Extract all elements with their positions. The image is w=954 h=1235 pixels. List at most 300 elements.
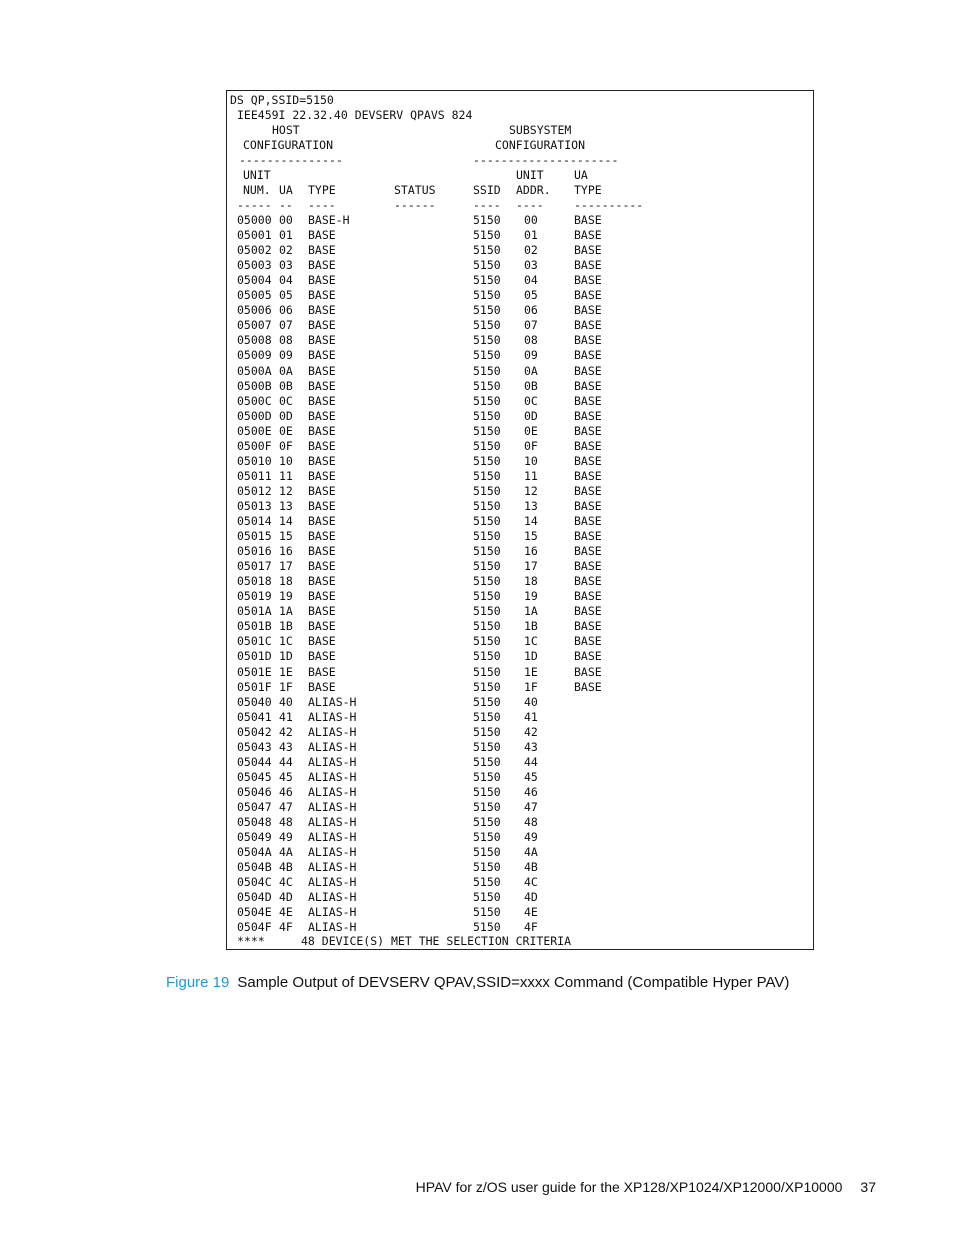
- row-unit-num: 05017: [237, 559, 272, 573]
- row-ua-type: BASE: [574, 680, 602, 694]
- row-unit-addr: 03: [524, 258, 538, 272]
- col-status: STATUS: [394, 183, 436, 197]
- row-ssid: 5150: [473, 333, 501, 347]
- row-unit-addr: 4B: [524, 860, 538, 874]
- row-ssid: 5150: [473, 243, 501, 257]
- subsystem-rule: ---------------------: [473, 153, 619, 167]
- row-ssid: 5150: [473, 905, 501, 919]
- row-unit-addr: 01: [524, 228, 538, 242]
- rule-type: ----: [308, 198, 336, 212]
- row-unit-num: 0504E: [237, 905, 272, 919]
- row-unit-addr: 14: [524, 514, 538, 528]
- rule-unit-num: -----: [237, 198, 272, 212]
- row-unit-num: 05044: [237, 755, 272, 769]
- row-ua: 15: [279, 529, 293, 543]
- command-line: DS QP,SSID=5150: [230, 93, 334, 107]
- row-ua: 0D: [279, 409, 293, 423]
- row-unit-num: 0504B: [237, 860, 272, 874]
- row-ssid: 5150: [473, 740, 501, 754]
- row-type: BASE: [308, 574, 336, 588]
- row-type: BASE: [308, 364, 336, 378]
- row-ua-type: BASE: [574, 348, 602, 362]
- row-ua: 1B: [279, 619, 293, 633]
- row-type: BASE: [308, 273, 336, 287]
- row-ua: 41: [279, 710, 293, 724]
- row-ssid: 5150: [473, 318, 501, 332]
- row-ua: 00: [279, 213, 293, 227]
- row-type: BASE: [308, 454, 336, 468]
- row-unit-num: 05008: [237, 333, 272, 347]
- row-ssid: 5150: [473, 258, 501, 272]
- row-unit-addr: 0F: [524, 439, 538, 453]
- row-ua: 16: [279, 544, 293, 558]
- col-unit-num: NUM.: [243, 183, 271, 197]
- summary-text: 48 DEVICE(S) MET THE SELECTION CRITERIA: [301, 934, 572, 948]
- host-header: HOST: [272, 123, 300, 137]
- row-type: BASE: [308, 619, 336, 633]
- row-ua-type: BASE: [574, 649, 602, 663]
- row-type: BASE: [308, 665, 336, 679]
- row-unit-num: 0500F: [237, 439, 272, 453]
- row-ua: 4B: [279, 860, 293, 874]
- row-type: ALIAS-H: [308, 890, 357, 904]
- row-ssid: 5150: [473, 800, 501, 814]
- row-ssid: 5150: [473, 695, 501, 709]
- row-ssid: 5150: [473, 379, 501, 393]
- footer-title: HPAV for z/OS user guide for the XP128/XP1024/XP12000/XP10000: [415, 1179, 843, 1195]
- row-ua-type: BASE: [574, 379, 602, 393]
- row-type: BASE: [308, 228, 336, 242]
- col-ua-type: TYPE: [574, 183, 602, 197]
- row-ua-type: BASE: [574, 258, 602, 272]
- row-unit-addr: 1F: [524, 680, 538, 694]
- row-unit-addr: 0B: [524, 379, 538, 393]
- row-unit-num: 05049: [237, 830, 272, 844]
- row-unit-num: 0501A: [237, 604, 272, 618]
- row-unit-addr: 13: [524, 499, 538, 513]
- row-unit-addr: 18: [524, 574, 538, 588]
- row-ssid: 5150: [473, 770, 501, 784]
- row-ua-type: BASE: [574, 243, 602, 257]
- rule-ua: --: [279, 198, 293, 212]
- row-unit-num: 05048: [237, 815, 272, 829]
- row-unit-addr: 48: [524, 815, 538, 829]
- row-unit-num: 05046: [237, 785, 272, 799]
- figure-caption: [166, 974, 886, 991]
- row-unit-addr: 1E: [524, 665, 538, 679]
- row-type: ALIAS-H: [308, 815, 357, 829]
- row-ssid: 5150: [473, 649, 501, 663]
- row-unit-addr: 46: [524, 785, 538, 799]
- row-unit-num: 05004: [237, 273, 272, 287]
- row-ssid: 5150: [473, 725, 501, 739]
- row-type: ALIAS-H: [308, 740, 357, 754]
- row-ua: 0C: [279, 394, 293, 408]
- row-type: BASE: [308, 379, 336, 393]
- page-number: 37: [860, 1179, 876, 1195]
- row-type: BASE: [308, 589, 336, 603]
- row-ssid: 5150: [473, 785, 501, 799]
- row-ua: 1E: [279, 665, 293, 679]
- subsystem-header: SUBSYSTEM: [509, 123, 572, 137]
- row-ua: 12: [279, 484, 293, 498]
- row-ua-type: BASE: [574, 619, 602, 633]
- row-ssid: 5150: [473, 589, 501, 603]
- row-unit-addr: 4E: [524, 905, 538, 919]
- row-type: BASE: [308, 529, 336, 543]
- row-ssid: 5150: [473, 755, 501, 769]
- row-unit-addr: 17: [524, 559, 538, 573]
- row-unit-num: 05005: [237, 288, 272, 302]
- host-rule: ---------------: [239, 153, 343, 167]
- row-type: BASE: [308, 680, 336, 694]
- row-unit-num: 05011: [237, 469, 272, 483]
- row-ssid: 5150: [473, 514, 501, 528]
- row-unit-num: 05016: [237, 544, 272, 558]
- row-unit-num: 05002: [237, 243, 272, 257]
- row-ua: 0F: [279, 439, 293, 453]
- row-ua: 03: [279, 258, 293, 272]
- row-ssid: 5150: [473, 469, 501, 483]
- row-type: BASE: [308, 424, 336, 438]
- row-unit-num: 05012: [237, 484, 272, 498]
- row-type: BASE: [308, 394, 336, 408]
- row-unit-num: 05015: [237, 529, 272, 543]
- row-type: ALIAS-H: [308, 920, 357, 934]
- row-ua-type: BASE: [574, 303, 602, 317]
- row-unit-num: 05007: [237, 318, 272, 332]
- row-unit-addr: 4F: [524, 920, 538, 934]
- row-unit-addr: 4C: [524, 875, 538, 889]
- row-ssid: 5150: [473, 860, 501, 874]
- row-unit-addr: 45: [524, 770, 538, 784]
- host-config-header: CONFIGURATION: [243, 138, 334, 152]
- row-ssid: 5150: [473, 454, 501, 468]
- row-ua: 47: [279, 800, 293, 814]
- row-unit-num: 05041: [237, 710, 272, 724]
- row-ssid: 5150: [473, 890, 501, 904]
- row-ssid: 5150: [473, 815, 501, 829]
- row-ua: 44: [279, 755, 293, 769]
- figure-label: Figure 19: [166, 974, 230, 991]
- row-ua-type: BASE: [574, 484, 602, 498]
- row-ua-type: BASE: [574, 469, 602, 483]
- row-ua: 42: [279, 725, 293, 739]
- row-type: BASE: [308, 634, 336, 648]
- row-ssid: 5150: [473, 920, 501, 934]
- row-type: ALIAS-H: [308, 860, 357, 874]
- row-ua: 07: [279, 318, 293, 332]
- row-unit-num: 05001: [237, 228, 272, 242]
- row-type: BASE: [308, 439, 336, 453]
- row-unit-num: 0504D: [237, 890, 272, 904]
- row-type: BASE: [308, 303, 336, 317]
- subsystem-config-header: CONFIGURATION: [495, 138, 586, 152]
- row-type: ALIAS-H: [308, 755, 357, 769]
- row-unit-num: 0500E: [237, 424, 272, 438]
- row-unit-addr: 4A: [524, 845, 538, 859]
- row-type: ALIAS-H: [308, 770, 357, 784]
- row-ua-type: BASE: [574, 409, 602, 423]
- row-unit-addr: 49: [524, 830, 538, 844]
- row-ua: 43: [279, 740, 293, 754]
- row-ua: 0A: [279, 364, 293, 378]
- row-unit-addr: 1A: [524, 604, 538, 618]
- row-unit-num: 0501E: [237, 665, 272, 679]
- row-unit-num: 05043: [237, 740, 272, 754]
- row-type: BASE: [308, 649, 336, 663]
- row-unit-num: 05006: [237, 303, 272, 317]
- row-ssid: 5150: [473, 424, 501, 438]
- row-ua-type: BASE: [574, 514, 602, 528]
- row-ua: 04: [279, 273, 293, 287]
- row-ua: 13: [279, 499, 293, 513]
- row-ssid: 5150: [473, 394, 501, 408]
- row-unit-num: 05000: [237, 213, 272, 227]
- row-ssid: 5150: [473, 348, 501, 362]
- row-unit-num: 0501B: [237, 619, 272, 633]
- row-ua-type: BASE: [574, 574, 602, 588]
- row-type: BASE: [308, 499, 336, 513]
- row-unit-num: 0500D: [237, 409, 272, 423]
- row-type: ALIAS-H: [308, 725, 357, 739]
- row-unit-num: 0501C: [237, 634, 272, 648]
- row-ua-type: BASE: [574, 424, 602, 438]
- row-unit-addr: 11: [524, 469, 538, 483]
- row-ssid: 5150: [473, 288, 501, 302]
- row-ssid: 5150: [473, 559, 501, 573]
- row-unit-num: 05047: [237, 800, 272, 814]
- row-type: BASE: [308, 604, 336, 618]
- row-unit-addr: 47: [524, 800, 538, 814]
- row-ua: 4C: [279, 875, 293, 889]
- rule-status: ------: [394, 198, 436, 212]
- row-ssid: 5150: [473, 619, 501, 633]
- col-type: TYPE: [308, 183, 336, 197]
- row-ssid: 5150: [473, 665, 501, 679]
- row-unit-num: 0504C: [237, 875, 272, 889]
- row-ua: 45: [279, 770, 293, 784]
- row-unit-num: 0500B: [237, 379, 272, 393]
- row-ua-type: BASE: [574, 544, 602, 558]
- row-type: ALIAS-H: [308, 800, 357, 814]
- row-ua: 0B: [279, 379, 293, 393]
- row-ua: 1D: [279, 649, 293, 663]
- row-unit-addr: 09: [524, 348, 538, 362]
- row-unit-num: 05045: [237, 770, 272, 784]
- row-type: ALIAS-H: [308, 875, 357, 889]
- row-unit-num: 05013: [237, 499, 272, 513]
- row-unit-num: 05018: [237, 574, 272, 588]
- row-type: BASE: [308, 559, 336, 573]
- row-unit-addr: 00: [524, 213, 538, 227]
- row-unit-addr: 02: [524, 243, 538, 257]
- row-ua: 19: [279, 589, 293, 603]
- row-type: ALIAS-H: [308, 785, 357, 799]
- row-ssid: 5150: [473, 830, 501, 844]
- row-ssid: 5150: [473, 529, 501, 543]
- row-unit-addr: 19: [524, 589, 538, 603]
- figure-caption-text: Sample Output of DEVSERV QPAV,SSID=xxxx Command (Compatible Hyper PAV): [237, 974, 790, 991]
- row-type: BASE: [308, 348, 336, 362]
- row-ua: 14: [279, 514, 293, 528]
- col-unit-top: UNIT: [243, 168, 271, 182]
- row-ua: 48: [279, 815, 293, 829]
- col-ua-type-top: UA: [574, 168, 588, 182]
- row-unit-addr: 1C: [524, 634, 538, 648]
- row-ssid: 5150: [473, 439, 501, 453]
- row-unit-num: 05010: [237, 454, 272, 468]
- row-ua: 10: [279, 454, 293, 468]
- row-type: ALIAS-H: [308, 695, 357, 709]
- row-ua: 02: [279, 243, 293, 257]
- row-ua-type: BASE: [574, 288, 602, 302]
- row-unit-num: 05019: [237, 589, 272, 603]
- row-ua-type: BASE: [574, 228, 602, 242]
- row-ua: 4A: [279, 845, 293, 859]
- row-ssid: 5150: [473, 544, 501, 558]
- row-unit-addr: 41: [524, 710, 538, 724]
- row-ssid: 5150: [473, 680, 501, 694]
- row-ua: 18: [279, 574, 293, 588]
- devserv-output-screen: [226, 90, 814, 950]
- row-type: BASE: [308, 409, 336, 423]
- row-ua: 05: [279, 288, 293, 302]
- row-unit-num: 0500A: [237, 364, 272, 378]
- row-ua-type: BASE: [574, 559, 602, 573]
- row-ssid: 5150: [473, 484, 501, 498]
- row-ua-type: BASE: [574, 665, 602, 679]
- row-ua-type: BASE: [574, 529, 602, 543]
- row-unit-addr: 0E: [524, 424, 538, 438]
- page-footer: [416, 1179, 876, 1195]
- row-type: BASE-H: [308, 213, 350, 227]
- row-ua-type: BASE: [574, 364, 602, 378]
- row-unit-addr: 12: [524, 484, 538, 498]
- row-unit-num: 0504A: [237, 845, 272, 859]
- row-ua-type: BASE: [574, 394, 602, 408]
- row-ua: 11: [279, 469, 293, 483]
- row-unit-addr: 10: [524, 454, 538, 468]
- row-type: BASE: [308, 484, 336, 498]
- row-unit-addr: 40: [524, 695, 538, 709]
- col-ua: UA: [279, 183, 293, 197]
- row-ua: 40: [279, 695, 293, 709]
- row-unit-num: 0500C: [237, 394, 272, 408]
- row-unit-addr: 0A: [524, 364, 538, 378]
- row-unit-addr: 08: [524, 333, 538, 347]
- row-type: BASE: [308, 333, 336, 347]
- row-unit-num: 0504F: [237, 920, 272, 934]
- row-ssid: 5150: [473, 499, 501, 513]
- col-ssid: SSID: [473, 183, 501, 197]
- row-unit-addr: 04: [524, 273, 538, 287]
- row-ssid: 5150: [473, 875, 501, 889]
- row-ua-type: BASE: [574, 454, 602, 468]
- col-unit-addr-top: UNIT: [516, 168, 544, 182]
- row-unit-addr: 44: [524, 755, 538, 769]
- row-ua: 1F: [279, 680, 293, 694]
- row-unit-addr: 15: [524, 529, 538, 543]
- rule-ssid: ----: [473, 198, 501, 212]
- row-unit-addr: 1B: [524, 619, 538, 633]
- row-ssid: 5150: [473, 213, 501, 227]
- row-ua-type: BASE: [574, 333, 602, 347]
- row-unit-addr: 07: [524, 318, 538, 332]
- row-ssid: 5150: [473, 409, 501, 423]
- row-type: ALIAS-H: [308, 905, 357, 919]
- row-unit-addr: 0D: [524, 409, 538, 423]
- row-ua: 01: [279, 228, 293, 242]
- row-ssid: 5150: [473, 634, 501, 648]
- row-type: ALIAS-H: [308, 845, 357, 859]
- row-unit-num: 05040: [237, 695, 272, 709]
- row-ua: 4E: [279, 905, 293, 919]
- row-ua: 1C: [279, 634, 293, 648]
- row-ssid: 5150: [473, 574, 501, 588]
- row-type: BASE: [308, 514, 336, 528]
- row-ua: 1A: [279, 604, 293, 618]
- row-unit-addr: 16: [524, 544, 538, 558]
- row-type: ALIAS-H: [308, 710, 357, 724]
- row-unit-num: 05003: [237, 258, 272, 272]
- row-type: ALIAS-H: [308, 830, 357, 844]
- row-type: BASE: [308, 318, 336, 332]
- row-unit-num: 05014: [237, 514, 272, 528]
- row-ssid: 5150: [473, 364, 501, 378]
- row-unit-addr: 43: [524, 740, 538, 754]
- rule-unit-addr: ----: [516, 198, 544, 212]
- row-ua: 49: [279, 830, 293, 844]
- row-ua: 06: [279, 303, 293, 317]
- row-unit-addr: 4D: [524, 890, 538, 904]
- row-ua: 09: [279, 348, 293, 362]
- row-ssid: 5150: [473, 604, 501, 618]
- row-type: BASE: [308, 288, 336, 302]
- summary-stars: ****: [237, 934, 265, 948]
- row-ua-type: BASE: [574, 273, 602, 287]
- row-unit-addr: 05: [524, 288, 538, 302]
- row-ua-type: BASE: [574, 604, 602, 618]
- response-line: IEE459I 22.32.40 DEVSERV QPAVS 824: [237, 108, 473, 122]
- row-ua-type: BASE: [574, 439, 602, 453]
- row-type: BASE: [308, 243, 336, 257]
- row-ua: 0E: [279, 424, 293, 438]
- row-ua: 08: [279, 333, 293, 347]
- row-unit-num: 0501F: [237, 680, 272, 694]
- row-type: BASE: [308, 544, 336, 558]
- row-unit-addr: 1D: [524, 649, 538, 663]
- row-unit-num: 0501D: [237, 649, 272, 663]
- row-ua-type: BASE: [574, 634, 602, 648]
- row-ssid: 5150: [473, 710, 501, 724]
- row-ua: 4D: [279, 890, 293, 904]
- row-unit-num: 05009: [237, 348, 272, 362]
- row-ssid: 5150: [473, 303, 501, 317]
- row-unit-addr: 42: [524, 725, 538, 739]
- row-ua: 17: [279, 559, 293, 573]
- row-ua-type: BASE: [574, 499, 602, 513]
- col-unit-addr: ADDR.: [516, 183, 551, 197]
- rule-ua-type: ----------: [574, 198, 644, 212]
- row-ssid: 5150: [473, 273, 501, 287]
- row-ua-type: BASE: [574, 318, 602, 332]
- row-ua: 46: [279, 785, 293, 799]
- row-ssid: 5150: [473, 228, 501, 242]
- row-unit-addr: 0C: [524, 394, 538, 408]
- row-ua-type: BASE: [574, 589, 602, 603]
- row-ua-type: BASE: [574, 213, 602, 227]
